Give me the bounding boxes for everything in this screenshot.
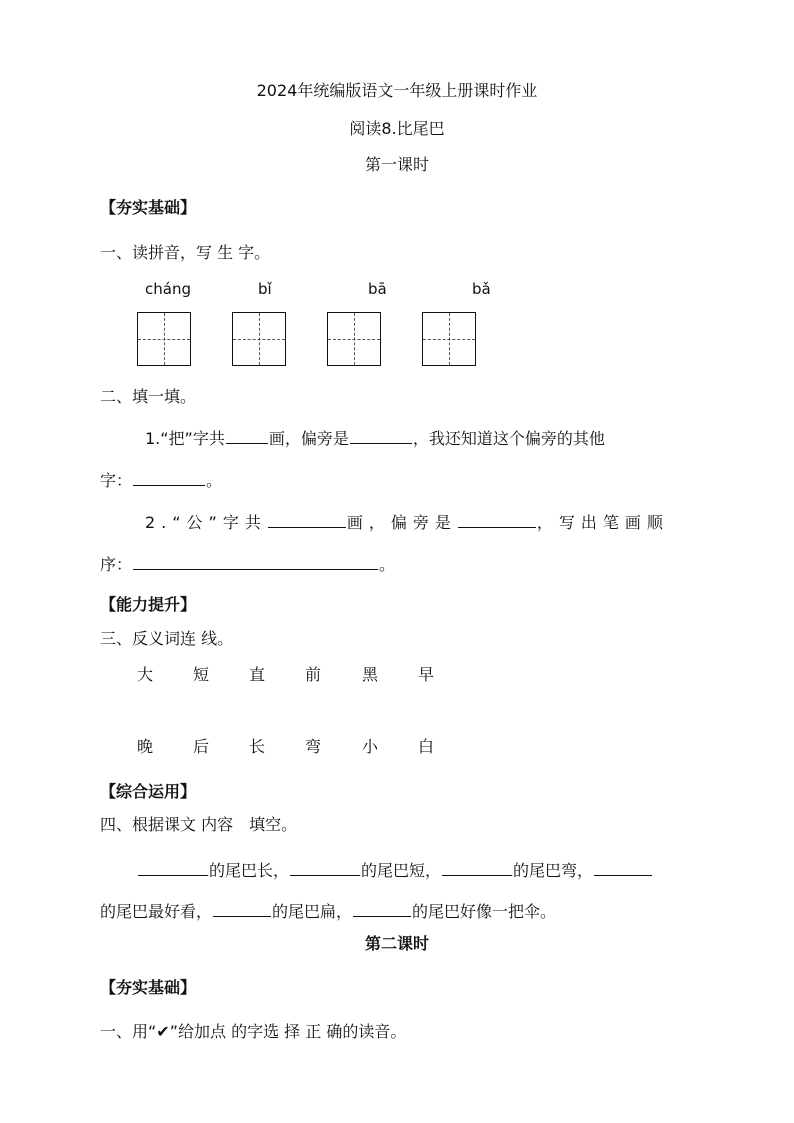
blank-umbrella-tail[interactable] — [353, 900, 411, 917]
period-two-title: 第二课时 — [364, 934, 429, 953]
question-2-title: 二、填一填。 — [100, 387, 197, 406]
pinyin-1: cháng — [145, 280, 191, 298]
writing-grid-1[interactable] — [137, 312, 191, 366]
section-basic-label-2: 【夯实基础】 — [100, 978, 197, 997]
page-title: 2024年统编版语文一年级上册课时作业 — [256, 81, 538, 100]
question-2-item-2-line-1: 2.“公”字共 画，偏旁是 ，写出笔画顺 — [145, 513, 669, 532]
antonym-bottom-5[interactable]: 小 — [362, 737, 379, 756]
blank-stroke-count-ba[interactable] — [226, 427, 268, 444]
question-3-title: 三、反义词连 线。 — [100, 629, 234, 648]
blank-stroke-count-gong[interactable] — [268, 511, 346, 528]
antonym-bottom-3[interactable]: 长 — [249, 737, 266, 756]
question-5-title: 一、用“✔”给加点 的字选 择 正 确的读音。 — [100, 1022, 407, 1041]
blank-short-tail[interactable] — [290, 859, 360, 876]
question-2-item-2-line-2: 序： 。 — [100, 555, 396, 574]
blank-stroke-order[interactable] — [133, 553, 378, 570]
blank-radical-gong[interactable] — [458, 511, 536, 528]
antonym-top-2[interactable]: 短 — [193, 665, 210, 684]
section-application-label: 【综合运用】 — [100, 782, 197, 801]
question-1-title: 一、读拼音，写 生 字。 — [100, 243, 271, 262]
question-4-line-2: 的尾巴最好看， 的尾巴扁， 的尾巴好像一把伞。 — [100, 902, 557, 921]
question-4-title: 四、根据课文 内容 填空。 — [100, 815, 298, 834]
blank-long-tail[interactable] — [138, 859, 208, 876]
antonym-bottom-2[interactable]: 后 — [193, 737, 210, 756]
antonym-bottom-1[interactable]: 晚 — [137, 737, 154, 756]
writing-grid-3[interactable] — [327, 312, 381, 366]
blank-other-chars[interactable] — [133, 469, 205, 486]
pinyin-2: bǐ — [258, 280, 272, 298]
blank-radical-ba[interactable] — [350, 427, 412, 444]
antonym-bottom-6[interactable]: 白 — [418, 737, 435, 756]
question-2-item-1-line-2: 字： 。 — [100, 471, 223, 490]
section-basic-label: 【夯实基础】 — [100, 198, 197, 217]
antonym-top-3[interactable]: 直 — [249, 665, 266, 684]
antonym-top-6[interactable]: 早 — [418, 665, 435, 684]
antonym-top-5[interactable]: 黑 — [362, 665, 379, 684]
section-ability-label: 【能力提升】 — [100, 595, 197, 614]
question-4-line-1: 的尾巴长， 的尾巴短， 的尾巴弯， — [137, 858, 653, 881]
pinyin-3: bā — [368, 280, 387, 298]
question-2-item-1-line-1: 1.“把”字共 画，偏旁是 ，我还知道这个偏旁的其他 — [145, 429, 605, 448]
blank-flat-tail[interactable] — [213, 900, 271, 917]
antonym-bottom-4[interactable]: 弯 — [305, 737, 322, 756]
antonym-top-4[interactable]: 前 — [305, 665, 322, 684]
writing-grid-4[interactable] — [422, 312, 476, 366]
writing-grid-2[interactable] — [232, 312, 286, 366]
blank-prettiest-tail[interactable] — [594, 859, 652, 876]
period-one-title: 第一课时 — [364, 155, 429, 174]
lesson-title: 阅读8.比尾巴 — [349, 119, 445, 138]
pinyin-4: bǎ — [472, 280, 491, 298]
antonym-top-1[interactable]: 大 — [137, 665, 154, 684]
blank-curved-tail[interactable] — [442, 859, 512, 876]
